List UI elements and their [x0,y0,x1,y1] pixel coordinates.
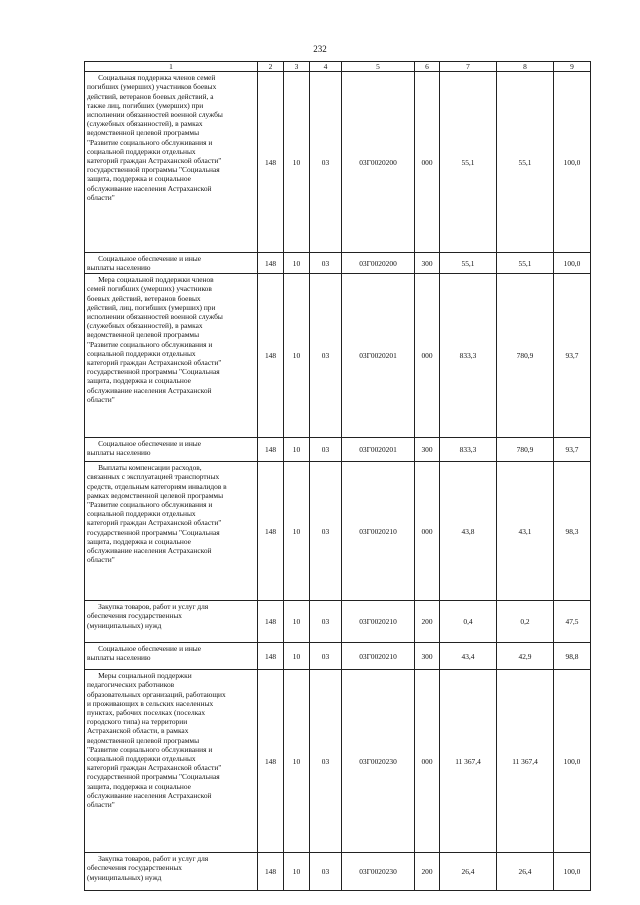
cell-subsection: 03 [310,274,342,438]
cell-administrator-code: 148 [258,253,284,274]
cell-col9-percent: 100,0 [554,670,591,853]
column-header: 8 [497,62,554,72]
table-row [85,274,591,438]
cell-subsection: 03 [310,643,342,670]
cell-section: 10 [284,438,310,462]
cell-col7-amount: 43,4 [440,643,497,670]
cell-administrator-code: 148 [258,643,284,670]
cell-target-article: 03Г0020210 [342,462,415,601]
cell-expense-type: 200 [415,601,440,643]
cell-col9-percent: 100,0 [554,253,591,274]
cell-administrator-code: 148 [258,462,284,601]
cell-col8-amount: 0,2 [497,601,554,643]
column-header: 1 [85,62,258,72]
cell-section: 10 [284,72,310,253]
cell-col8-amount: 780,9 [497,438,554,462]
cell-section: 10 [284,253,310,274]
table-row [85,438,591,462]
cell-subsection: 03 [310,670,342,853]
cell-col8-amount: 11 367,4 [497,670,554,853]
cell-subsection: 03 [310,853,342,891]
budget-table [84,61,591,891]
table-row [85,462,591,601]
row-description: Социальная поддержка членов семей погибших (умерших) участников боевых действий, ветеранов боевых действий, а также лиц, погибших (умерших) при исполнении обязанностей военной службы (служебных обязанностей), в рамках ведомственной целевой программы "Развитие социального обслуживания и социальной поддержки отдельных категорий граждан Астраханской области" государственной программы "Социальная защита, поддержка и социальное обслуживание населения Астраханской области" [85,72,258,253]
table-row [85,670,591,853]
column-header: 2 [258,62,284,72]
row-description: Социальное обеспечение и иные выплаты населению [85,643,258,670]
cell-subsection: 03 [310,438,342,462]
cell-administrator-code: 148 [258,853,284,891]
cell-col7-amount: 26,4 [440,853,497,891]
cell-col8-amount: 55,1 [497,72,554,253]
column-header: 6 [415,62,440,72]
cell-col7-amount: 11 367,4 [440,670,497,853]
cell-col8-amount: 55,1 [497,253,554,274]
cell-col9-percent: 98,8 [554,643,591,670]
cell-expense-type: 000 [415,274,440,438]
cell-administrator-code: 148 [258,670,284,853]
table-row [85,601,591,643]
cell-col9-percent: 100,0 [554,72,591,253]
cell-section: 10 [284,462,310,601]
cell-expense-type: 200 [415,853,440,891]
cell-administrator-code: 148 [258,438,284,462]
header-row [85,62,591,72]
cell-section: 10 [284,274,310,438]
cell-col9-percent: 100,0 [554,853,591,891]
column-header: 7 [440,62,497,72]
cell-target-article: 03Г0020200 [342,72,415,253]
cell-col7-amount: 833,3 [440,438,497,462]
column-header: 4 [310,62,342,72]
column-header: 3 [284,62,310,72]
cell-col9-percent: 93,7 [554,438,591,462]
table-row [85,253,591,274]
cell-section: 10 [284,670,310,853]
cell-col9-percent: 47,5 [554,601,591,643]
cell-subsection: 03 [310,253,342,274]
cell-administrator-code: 148 [258,72,284,253]
cell-target-article: 03Г0020230 [342,670,415,853]
cell-expense-type: 300 [415,438,440,462]
cell-expense-type: 300 [415,643,440,670]
cell-col7-amount: 55,1 [440,253,497,274]
cell-col7-amount: 0,4 [440,601,497,643]
row-description: Закупка товаров, работ и услуг для обеспечения государственных (муниципальных) нужд [85,853,258,891]
cell-target-article: 03Г0020201 [342,438,415,462]
cell-section: 10 [284,643,310,670]
table-row [85,643,591,670]
column-header: 9 [554,62,591,72]
cell-subsection: 03 [310,462,342,601]
cell-expense-type: 300 [415,253,440,274]
cell-section: 10 [284,601,310,643]
page-number: 232 [313,44,327,54]
column-header: 5 [342,62,415,72]
cell-col8-amount: 780,9 [497,274,554,438]
cell-administrator-code: 148 [258,601,284,643]
cell-col8-amount: 26,4 [497,853,554,891]
cell-target-article: 03Г0020200 [342,253,415,274]
cell-expense-type: 000 [415,670,440,853]
cell-target-article: 03Г0020230 [342,853,415,891]
cell-expense-type: 000 [415,462,440,601]
cell-target-article: 03Г0020201 [342,274,415,438]
cell-col9-percent: 93,7 [554,274,591,438]
cell-col9-percent: 98,3 [554,462,591,601]
cell-expense-type: 000 [415,72,440,253]
cell-administrator-code: 148 [258,274,284,438]
cell-col8-amount: 43,1 [497,462,554,601]
cell-col7-amount: 43,8 [440,462,497,601]
row-description: Социальное обеспечение и иные выплаты населению [85,253,258,274]
cell-col8-amount: 42,9 [497,643,554,670]
row-description: Меры социальной поддержки педагогических работников образовательных организаций, работающих и проживающих в сельских населенных пунктах, рабочих поселках (поселках городского типа) на территории Астраханской области, в рамках ведомственной целевой программы "Развитие социального обслуживания и социальной поддержки отдельных категорий граждан Астраханской области" государственной программы "Социальная защита, поддержка и социальное обслуживание населения Астраханской области" [85,670,258,853]
row-description: Закупка товаров, работ и услуг для обеспечения государственных (муниципальных) нужд [85,601,258,643]
cell-col7-amount: 833,3 [440,274,497,438]
row-description: Социальное обеспечение и иные выплаты населению [85,438,258,462]
cell-section: 10 [284,853,310,891]
cell-subsection: 03 [310,72,342,253]
table-row [85,72,591,253]
row-description: Выплаты компенсации расходов, связанных с эксплуатацией транспортных средств, отдельным категориям инвалидов в рамках ведомственной целевой программы "Развитие социального обслуживания и социальной поддержки отдельных категорий граждан Астраханской области" государственной программы "Социальная защита, поддержка и социальное обслуживание населения Астраханской области" [85,462,258,601]
row-description: Мера социальной поддержки членов семей погибших (умерших) участников боевых действий, ветеранов боевых действий, лиц, погибших (умерших) при исполнении обязанностей военной службы (служебных обязанностей), в рамках ведомственной целевой программы "Развитие социального обслуживания и социальной поддержки отдельных категорий граждан Астраханской области" государственной программы "Социальная защита, поддержка и социальное обслуживание населения Астраханской области" [85,274,258,438]
cell-subsection: 03 [310,601,342,643]
cell-target-article: 03Г0020210 [342,643,415,670]
cell-target-article: 03Г0020210 [342,601,415,643]
table-row [85,853,591,891]
cell-col7-amount: 55,1 [440,72,497,253]
